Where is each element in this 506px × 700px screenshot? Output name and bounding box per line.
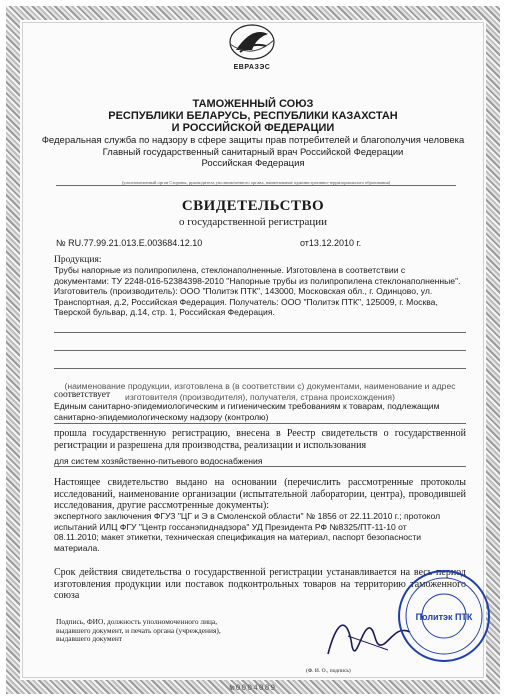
basis-line: 08.11.2010; макет этикетки, техническая спецификация на материал, паспорт безопасности xyxy=(54,532,422,542)
eurasec-emblem-icon xyxy=(222,20,282,66)
union-line-3: И РОССИЙСКОЙ ФЕДЕРАЦИИ xyxy=(171,122,335,134)
conformity-line: Единым санитарно-эпидемиологическим и гигиеническим требованиям к товарам, подлежащим xyxy=(54,401,440,411)
agency-header xyxy=(30,135,476,170)
document-subtitle: о государственной регистрации xyxy=(178,216,328,228)
registration-number: № RU.77.99.21.013.Е.003684.12.10 xyxy=(56,238,203,248)
product-blank-line-1 xyxy=(54,322,466,333)
stamp-text: Политэк ПТК xyxy=(415,612,473,622)
product-line: Трубы напорные из полипропилена, стеклонаполненные. Изготовлена в соответствии с xyxy=(54,265,406,275)
agency-line-1: Федеральная служба по надзору в сфере защиты прав потребителей и благополучия человека xyxy=(41,135,465,146)
product-blank-line-2 xyxy=(54,340,466,351)
product-blank-line-3 xyxy=(54,358,466,369)
conformity-label: соответствует xyxy=(54,390,111,400)
registration-date: от13.12.2010 г. xyxy=(300,238,362,248)
product-line: Тверской бульвар, д.14, стр. 1, Российская Федерация. xyxy=(54,307,275,317)
basis-line: испытаний ИЛЦ ФГУ "Центр госсанэпиднадзора" УД Президента РФ №8325/ПТ-11-10 от xyxy=(54,521,407,532)
product-caption: (наименование продукции, изготовлена в (в соответствии с) документами, наименование и адрес изготовителя (производителя), получателя, страна происхождения) xyxy=(64,381,456,402)
validity-statement: Срок действия свидетельства о государственной регистрации устанавливается на весь период изготовления продукции или поставок подконтрольных товаров на территорию таможенного союза xyxy=(54,567,466,601)
basis-documents xyxy=(54,511,466,553)
product-line: Транспортная, д.2, Российская Федерация. Получатель: ООО "Политэк ПТК", 125009, г. Москва, xyxy=(54,296,438,307)
union-line-1: ТАМОЖЕННЫЙ СОЮЗ xyxy=(192,98,314,110)
form-number: №0004089 xyxy=(229,684,277,693)
registration-statement: прошла государственную регистрацию, внесена в Реестр свидетельств о государственной регистрации и разрешена для производства, реализации и использования xyxy=(54,428,466,451)
product-line: документами: ТУ 2248-016-52384398-2010 "Напорные трубы из полипропилена стеклонаполненные". xyxy=(54,275,461,286)
agency-caption: (уполномоченный орган Стороны, руководитель уполномоченного органа, наименование административно-территориального образования) xyxy=(56,180,456,186)
fio-caption: (Ф. И. О., подпись) xyxy=(306,668,351,674)
union-line-2: РЕСПУБЛИКИ БЕЛАРУСЬ, РЕСПУБЛИКИ КАЗАХСТАН xyxy=(108,110,398,122)
basis-line: экспертного заключения ФГУЗ "ЦГ и Э в Смоленской области" № 1856 от 22.11.2010 г.; протокол xyxy=(54,511,441,521)
agency-line-2: Главный государственный санитарный врач Российской Федерации xyxy=(102,146,404,158)
agency-line-3: Российская Федерация xyxy=(201,158,305,169)
conformity-line: санитарно-эпидемиологическому надзору (контролю) xyxy=(54,411,269,422)
usage-line xyxy=(54,456,466,467)
signatory-label: Подпись, ФИО, должность уполномоченного лица, выдавшего документ, и печать органа (учреждения), выдавшего документ xyxy=(56,617,221,643)
basis-statement: Настоящее свидетельство выдано на основании (перечислить рассмотренные протоколы исследований, наименование организации (испытательной лаборатории, центра), проводившей исследования, другие рассмотренные документы): xyxy=(54,477,466,511)
basis-line: материала. xyxy=(54,542,100,553)
union-header xyxy=(30,98,476,134)
usage-text: для систем хозяйственно-питьевого водоснабжения xyxy=(54,456,263,466)
product-description xyxy=(54,265,466,318)
product-line: Изготовитель (производитель): ООО "Политэк ПТК", 143000, Московская обл., г. Одинцово, ул. xyxy=(54,286,433,296)
product-label: Продукция: xyxy=(54,255,102,265)
conformity-underline xyxy=(54,413,466,424)
company-stamp xyxy=(396,568,492,664)
emblem-caption: ЕВРАЗЭС xyxy=(233,64,271,71)
document-title: СВИДЕТЕЛЬСТВО xyxy=(181,198,325,214)
